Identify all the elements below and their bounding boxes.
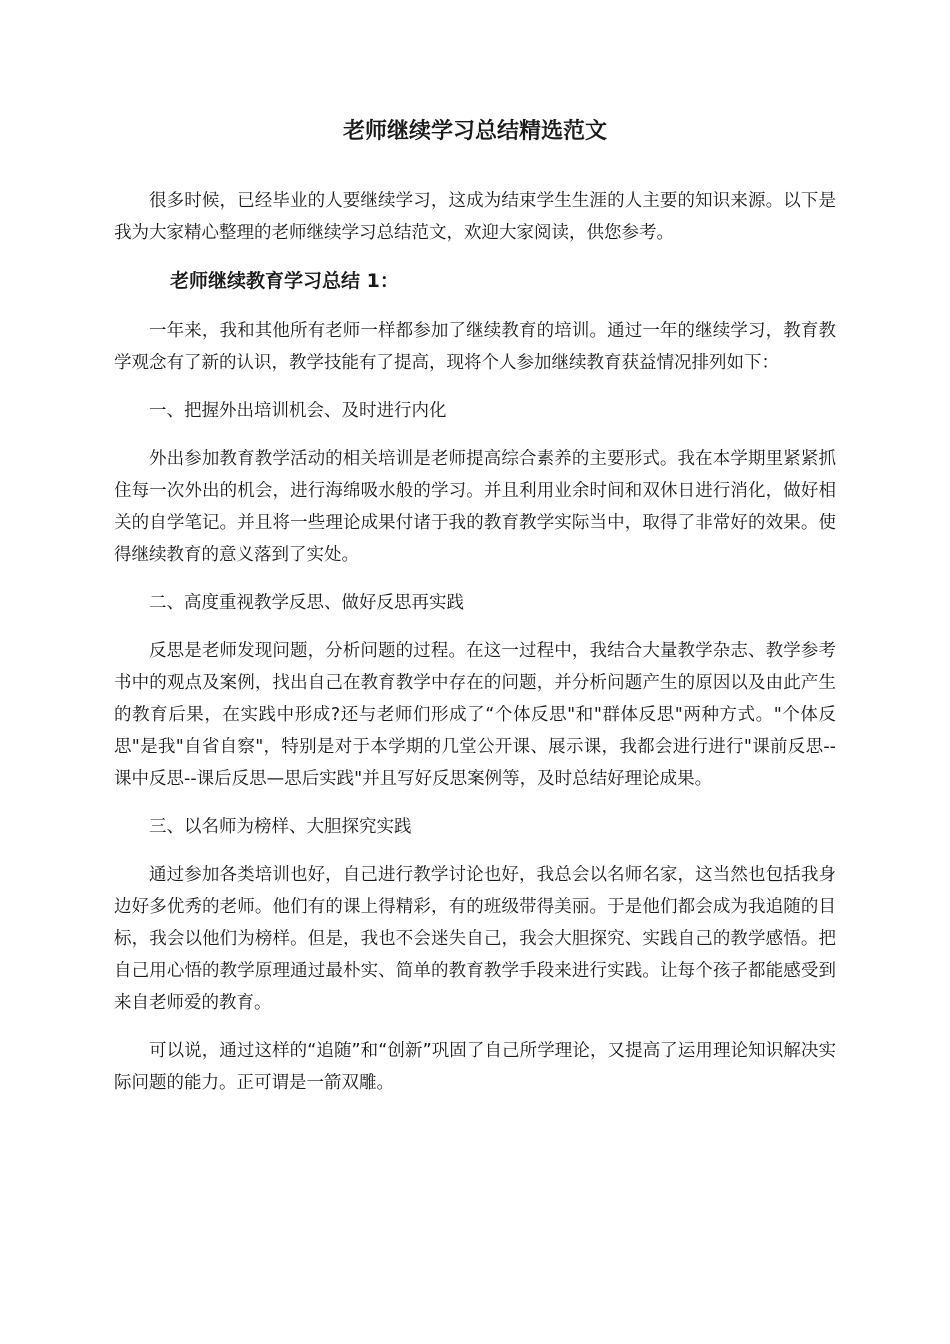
document-body <box>114 185 836 1115</box>
body-paragraph-1: 一年来，我和其他所有老师一样都参加了继续教育的培训。通过一年的继续学习，教育教学观念有了新的认识，教学技能有了提高，现将个人参加继续教育获益情况排列如下： <box>114 321 836 373</box>
body-paragraph-5: 可以说，通过这样的“追随”和“创新”巩固了自己所学理论，又提高了运用理论知识解决实际问题的能力。正可谓是一箭双雕。 <box>114 1041 836 1093</box>
section-title: 老师继续教育学习总结 1： <box>170 270 399 292</box>
document-title: 老师继续学习总结精选范文 <box>342 119 607 144</box>
intro-paragraph: 很多时候，已经毕业的人要继续学习，这成为结束学生生涯的人主要的知识来源。以下是我为大家精心整理的老师继续学习总结范文，欢迎大家阅读，供您参考。 <box>114 191 836 243</box>
body-paragraph-2: 外出参加教育教学活动的相关培训是老师提高综合素养的主要形式。我在本学期里紧紧抓住每一次外出的机会，进行海绵吸水般的学习。并且利用业余时间和双休日进行消化，做好相关的自学笔记。并且将一些理论成果付诸于我的教育教学实际当中，取得了非常好的效果。使得继续教育的意义落到了实处。 <box>114 449 836 565</box>
body-paragraph-4: 通过参加各类培训也好，自己进行教学讨论也好，我总会以名师名家，这当然也包括我身边好多优秀的老师。他们有的课上得精彩，有的班级带得美丽。于是他们都会成为我追随的目标，我会以他们为榜样。但是，我也不会迷失自己，我会大胆探究、实践自己的教学感悟。把自己用心悟的教学原理通过最朴实、简单的教育教学手段来进行实践。让每个孩子都能感受到来自老师爱的教育。 <box>114 865 836 1013</box>
subheading-1: 一、把握外出培训机会、及时进行内化 <box>149 401 447 421</box>
body-paragraph-3: 反思是老师发现问题，分析问题的过程。在这一过程中，我结合大量教学杂志、教学参考书中的观点及案例，找出自己在教育教学中存在的问题，并分析问题产生的原因以及由此产生的教育后果，在实践中形成?还与老师们形成了“个体反思"和"群体反思"两种方式。"个体反思"是我"自省自察"，特别是对于本学期的几堂公开课、展示课，我都会进行进行"课前反思--课中反思--课后反思—思后实践"并且写好反思案例等，及时总结好理论成果。 <box>114 641 836 789</box>
subheading-2: 二、高度重视教学反思、做好反思再实践 <box>149 593 464 613</box>
subheading-3: 三、以名师为榜样、大胆探究实践 <box>149 817 412 837</box>
